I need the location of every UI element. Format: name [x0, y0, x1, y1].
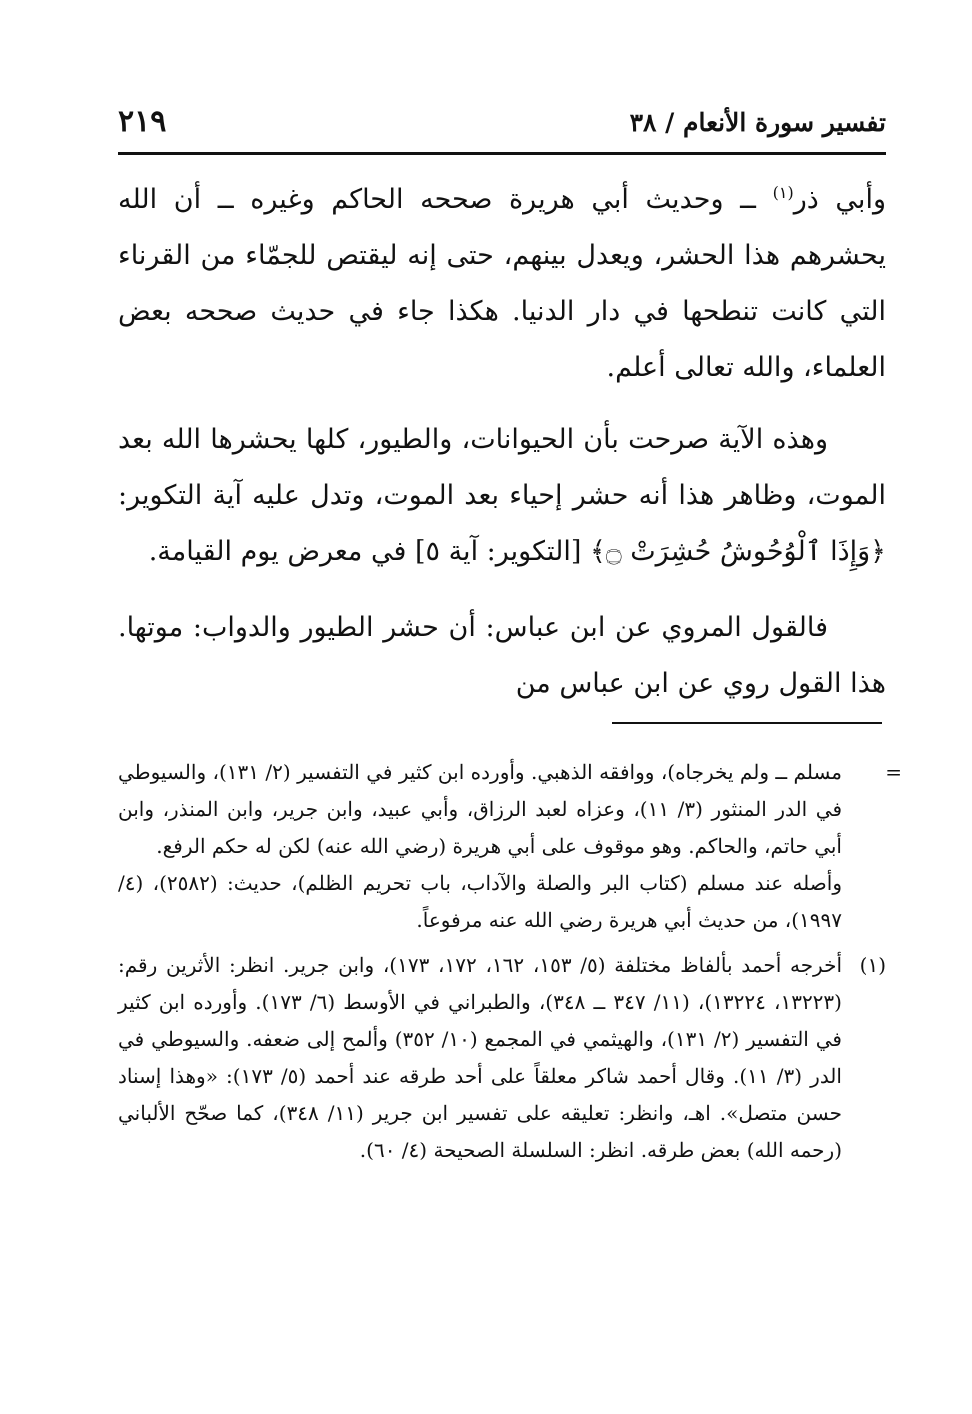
paragraph-1-rest: ــ وحديث أبي هريرة صححه الحاكم وغيره ــ أن الله يحشرهم هذا الحشر، ويعدل بينهم، حتى إنه ليقتص للجمّاء من القرناء التي كانت تنطحها في دار الدنيا. هكذا جاء في حديث صححه بعض العلماء، والله تعالى أعلم. [118, 184, 886, 383]
footnote-continuation-text-1: مسلم ــ ولم يخرجاه)، ووافقه الذهبي. وأورده ابن كثير في التفسير (٢/ ١٣١)، والسيوطي في الدر المنثور (٣/ ١١)، وعزاه لعبد الرزاق، وأبي عبيد، وابن جرير، وابن المنذر، وابن أبي حاتم، والحاكم. وهو موقوف على أبي هريرة (رضي الله عنه) لكن له حكم الرفع. [118, 760, 843, 858]
paragraph-2: وهذه الآية صرحت بأن الحيوانات، والطيور، كلها يحشرها الله بعد الموت، وظاهر هذا أنه حشر إحياء بعد الموت، وتدل عليه آية التكوير: ﴿وَإِذَا ٱلْوُحُوشُ حُشِرَتْ ۝﴾ [التكوير: آية ٥] في معرض يوم القيامة. [118, 424, 886, 567]
continuation-marker: = [885, 760, 902, 784]
paragraph-3: فالقول المروي عن ابن عباس: أن حشر الطيور والدواب: موتها. هذا القول روي عن ابن عباس من [118, 612, 886, 699]
page-number: ٢١٩ [118, 104, 167, 139]
running-title: تفسير سورة الأنعام / ٣٨ [629, 108, 886, 137]
footnote-continuation [118, 754, 902, 939]
header-rule [118, 152, 886, 155]
footnote-1-text: أخرجه أحمد بألفاظ مختلفة (٥/ ١٥٣، ١٦٢، ١٧٢، ١٧٣)، وابن جرير. انظر: الأثرين رقم: (١٣٢٢٣، ١٣٢٢٤)، (١١/ ٣٤٧ ــ ٣٤٨)، والطبراني في الأوسط (٦/ ١٧٣). وأورده ابن كثير في التفسير (٢/ ١٣١)، والهيثمي في المجمع (١٠/ ٣٥٢) وألمح إلى ضعفه. والسيوطي في الدر (٣/ ١١). وقال أحمد شاكر معلقاً على أحد طرقه عند أحمد (٥/ ١٧٣): «وهذا إسناد حسن متصل». اهـ، وانظر: تعليقه على تفسير ابن جرير (١١/ ٣٤٨)، كما صحّح الألباني (رحمه الله) بعض طرقه. انظر: السلسلة الصحيحة (٤/ ٦٠). [118, 953, 843, 1162]
footnote-separator [612, 722, 882, 724]
footnote-1 [118, 947, 886, 1169]
running-header [118, 102, 886, 148]
footnote-continuation-text-2: وأصله عند مسلم (كتاب البر والصلة والآداب، باب تحريم الظلم)، حديث: (٢٥٨٢)، (٤/ ١٩٩٧)، من حديث أبي هريرة رضي الله عنه مرفوعاً. [118, 871, 842, 932]
footnotes-area [118, 754, 902, 1169]
footnote-reference-1: (١) [772, 183, 794, 202]
paragraph-1 [118, 172, 886, 396]
paragraph-1-start: وأبي ذر [793, 184, 886, 215]
footnote-1-marker: (١) [859, 953, 886, 977]
main-text [118, 172, 886, 712]
